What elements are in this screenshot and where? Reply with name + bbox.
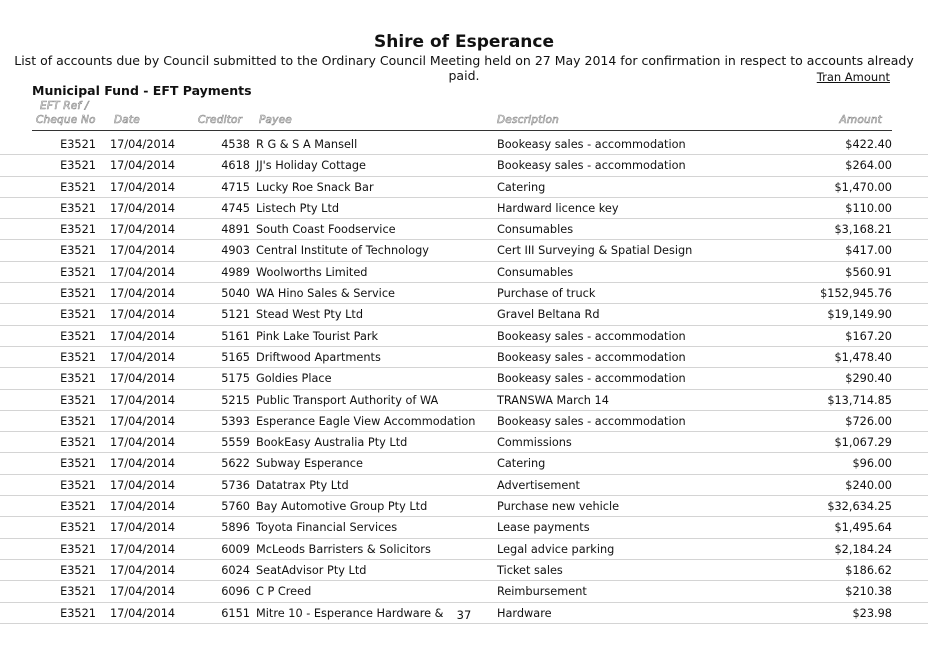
- cell-payee: JJ's Holiday Cottage: [256, 159, 367, 173]
- cell-description: Ticket sales: [497, 563, 563, 577]
- cell-creditor: 6151: [221, 606, 250, 620]
- cell-amount: $422.40: [845, 138, 892, 151]
- cell-amount: $417.00: [845, 244, 892, 258]
- cell-payee: Central Institute of Technology: [256, 244, 429, 258]
- cell-ref: E3521: [60, 201, 96, 215]
- cell-date: 17/04/2014: [110, 542, 176, 556]
- table-row: [0, 326, 928, 347]
- column-header-ref-line2: Cheque No: [36, 114, 96, 126]
- cell-ref: E3521: [60, 159, 96, 173]
- cell-amount: $3,168.21: [834, 223, 892, 237]
- cell-payee: R G & S A Mansell: [256, 138, 358, 151]
- cell-creditor: 4903: [221, 244, 250, 258]
- cell-description: Gravel Beltana Rd: [497, 308, 600, 322]
- cell-date: 17/04/2014: [110, 329, 176, 343]
- cell-ref: E3521: [60, 287, 96, 301]
- cell-creditor: 6009: [221, 542, 250, 556]
- cell-description: Catering: [497, 457, 546, 471]
- cell-amount: $186.62: [845, 563, 892, 577]
- table-row: [0, 411, 928, 432]
- cell-ref: E3521: [60, 223, 96, 237]
- cell-ref: E3521: [60, 414, 96, 428]
- cell-creditor: 5215: [221, 393, 250, 407]
- cell-ref: E3521: [60, 329, 96, 343]
- cell-creditor: 5040: [221, 287, 250, 301]
- cell-creditor: 5760: [221, 500, 250, 514]
- table-row: [0, 368, 928, 389]
- cell-payee: WA Hino Sales & Service: [256, 287, 395, 301]
- table-row: [0, 560, 928, 581]
- table-row: [0, 262, 928, 283]
- cell-payee: McLeods Barristers & Solicitors: [256, 542, 431, 556]
- cell-creditor: 5165: [221, 350, 250, 364]
- cell-creditor: 4538: [221, 138, 250, 151]
- cell-date: 17/04/2014: [110, 606, 176, 620]
- cell-ref: E3521: [60, 265, 96, 279]
- cell-amount: $32,634.25: [827, 500, 892, 514]
- cell-creditor: 4745: [221, 201, 250, 215]
- cell-date: 17/04/2014: [110, 308, 176, 322]
- cell-payee: Listech Pty Ltd: [256, 201, 340, 215]
- table-row: [0, 475, 928, 496]
- cell-payee: SeatAdvisor Pty Ltd: [256, 563, 367, 577]
- cell-date: 17/04/2014: [110, 138, 176, 151]
- cell-description: Purchase new vehicle: [497, 500, 620, 514]
- cell-creditor: 5175: [221, 372, 250, 386]
- section-heading: Municipal Fund - EFT Payments: [32, 83, 252, 98]
- cell-date: 17/04/2014: [110, 223, 176, 237]
- document-subtitle: List of accounts due by Council submitted to the Ordinary Council Meeting held on 27 May 2014 for confirmation in respect to accounts already paid.: [14, 53, 914, 83]
- table-row: [0, 134, 928, 155]
- cell-ref: E3521: [60, 180, 96, 194]
- table-row: [0, 432, 928, 453]
- cell-amount: $23.98: [852, 606, 892, 620]
- cell-ref: E3521: [60, 585, 96, 599]
- cell-creditor: 6024: [221, 563, 250, 577]
- cell-description: Commissions: [497, 436, 572, 450]
- cell-description: Reimbursement: [497, 585, 587, 599]
- cell-ref: E3521: [60, 350, 96, 364]
- cell-creditor: 4618: [221, 159, 250, 173]
- cell-description: Consumables: [497, 265, 574, 279]
- cell-payee: Goldies Place: [256, 372, 332, 386]
- cell-creditor: 5161: [221, 329, 250, 343]
- table-row: [0, 177, 928, 198]
- table-row: [0, 304, 928, 325]
- cell-payee: Pink Lake Tourist Park: [256, 329, 379, 343]
- page-number: 37: [456, 608, 472, 622]
- cell-date: 17/04/2014: [110, 563, 176, 577]
- document-title: Shire of Esperance: [374, 32, 554, 52]
- cell-amount: $560.91: [845, 265, 892, 279]
- cell-date: 17/04/2014: [110, 585, 176, 599]
- cell-amount: $110.00: [845, 201, 892, 215]
- table-row: [0, 539, 928, 560]
- cell-date: 17/04/2014: [110, 372, 176, 386]
- cell-description: Lease payments: [497, 521, 590, 535]
- table-row: [0, 283, 928, 304]
- cell-amount: $726.00: [845, 414, 892, 428]
- column-header-payee: Payee: [259, 114, 292, 126]
- cell-ref: E3521: [60, 436, 96, 450]
- cell-description: Cert III Surveying & Spatial Design: [497, 244, 693, 258]
- cell-payee: Public Transport Authority of WA: [256, 393, 439, 407]
- cell-ref: E3521: [60, 372, 96, 386]
- cell-description: Legal advice parking: [497, 542, 615, 556]
- cell-description: Bookeasy sales - accommodation: [497, 138, 686, 151]
- cell-creditor: 4989: [221, 265, 250, 279]
- cell-amount: $13,714.85: [827, 393, 892, 407]
- cell-description: Bookeasy sales - accommodation: [497, 159, 686, 173]
- column-header-amount: Amount: [839, 114, 882, 126]
- cell-payee: Mitre 10 - Esperance Hardware &: [256, 606, 444, 620]
- cell-creditor: 5559: [221, 436, 250, 450]
- table-row: [0, 390, 928, 411]
- cell-description: Bookeasy sales - accommodation: [497, 414, 686, 428]
- table-row: [0, 219, 928, 240]
- cell-ref: E3521: [60, 138, 96, 151]
- table-row: [0, 347, 928, 368]
- cell-amount: $19,149.90: [827, 308, 892, 322]
- cell-date: 17/04/2014: [110, 414, 176, 428]
- cell-ref: E3521: [60, 244, 96, 258]
- cell-ref: E3521: [60, 308, 96, 322]
- cell-payee: Driftwood Apartments: [256, 350, 381, 364]
- cell-amount: $1,067.29: [834, 436, 892, 450]
- cell-creditor: 5896: [221, 521, 250, 535]
- table-row: [0, 517, 928, 538]
- cell-amount: $1,478.40: [834, 350, 892, 364]
- cell-amount: $1,470.00: [834, 180, 892, 194]
- cell-payee: Subway Esperance: [256, 457, 363, 471]
- cell-description: TRANSWA March 14: [497, 393, 609, 407]
- cell-amount: $290.40: [845, 372, 892, 386]
- cell-date: 17/04/2014: [110, 457, 176, 471]
- cell-amount: $210.38: [845, 585, 892, 599]
- cell-date: 17/04/2014: [110, 393, 176, 407]
- cell-payee: Lucky Roe Snack Bar: [256, 180, 374, 194]
- cell-creditor: 5121: [221, 308, 250, 322]
- table-row: [0, 496, 928, 517]
- cell-description: Hardward licence key: [497, 201, 619, 215]
- cell-payee: Toyota Financial Services: [256, 521, 398, 535]
- cell-payee: Datatrax Pty Ltd: [256, 478, 349, 492]
- cell-ref: E3521: [60, 457, 96, 471]
- cell-date: 17/04/2014: [110, 521, 176, 535]
- column-header-ref-line1: EFT Ref /: [40, 100, 89, 112]
- cell-creditor: 5736: [221, 478, 250, 492]
- cell-date: 17/04/2014: [110, 478, 176, 492]
- cell-date: 17/04/2014: [110, 350, 176, 364]
- cell-description: Bookeasy sales - accommodation: [497, 372, 686, 386]
- cell-description: Consumables: [497, 223, 574, 237]
- column-header-date: Date: [114, 114, 140, 126]
- cell-description: Catering: [497, 180, 546, 194]
- cell-description: Bookeasy sales - accommodation: [497, 350, 686, 364]
- cell-amount: $2,184.24: [834, 542, 892, 556]
- cell-amount: $167.20: [845, 329, 892, 343]
- cell-date: 17/04/2014: [110, 500, 176, 514]
- cell-date: 17/04/2014: [110, 244, 176, 258]
- cell-creditor: 5622: [221, 457, 250, 471]
- cell-amount: $264.00: [845, 159, 892, 173]
- cell-payee: C P Creed: [256, 585, 312, 599]
- cell-ref: E3521: [60, 542, 96, 556]
- cell-payee: Bay Automotive Group Pty Ltd: [256, 500, 428, 514]
- cell-payee: South Coast Foodservice: [256, 223, 396, 237]
- cell-date: 17/04/2014: [110, 180, 176, 194]
- table-row: [0, 581, 928, 602]
- cell-date: 17/04/2014: [110, 436, 176, 450]
- cell-ref: E3521: [60, 563, 96, 577]
- cell-amount: $96.00: [852, 457, 892, 471]
- cell-payee: Esperance Eagle View Accommodation: [256, 414, 476, 428]
- cell-amount: $1,495.64: [834, 521, 892, 535]
- cell-ref: E3521: [60, 606, 96, 620]
- table-row: [0, 155, 928, 176]
- column-header-creditor: Creditor: [198, 114, 243, 126]
- cell-amount: $240.00: [845, 478, 892, 492]
- cell-payee: BookEasy Australia Pty Ltd: [256, 436, 408, 450]
- cell-creditor: 4891: [221, 223, 250, 237]
- cell-description: Advertisement: [497, 478, 580, 492]
- cell-ref: E3521: [60, 393, 96, 407]
- header-rule: [32, 130, 892, 131]
- table-row: [0, 240, 928, 261]
- cell-payee: Stead West Pty Ltd: [256, 308, 364, 322]
- cell-date: 17/04/2014: [110, 201, 176, 215]
- cell-creditor: 4715: [221, 180, 250, 194]
- cell-amount: $152,945.76: [820, 287, 892, 301]
- cell-ref: E3521: [60, 478, 96, 492]
- column-header-description: Description: [497, 114, 560, 126]
- payments-table: [0, 134, 928, 624]
- cell-description: Bookeasy sales - accommodation: [497, 329, 686, 343]
- cell-creditor: 5393: [221, 414, 250, 428]
- cell-ref: E3521: [60, 521, 96, 535]
- cell-description: Hardware: [497, 606, 552, 620]
- table-row: [0, 453, 928, 474]
- cell-description: Purchase of truck: [497, 287, 596, 301]
- table-row: [0, 198, 928, 219]
- cell-date: 17/04/2014: [110, 159, 176, 173]
- cell-ref: E3521: [60, 500, 96, 514]
- cell-date: 17/04/2014: [110, 287, 176, 301]
- cell-creditor: 6096: [221, 585, 250, 599]
- cell-date: 17/04/2014: [110, 265, 176, 279]
- tran-amount-label: Tran Amount: [816, 70, 890, 84]
- cell-payee: Woolworths Limited: [256, 265, 368, 279]
